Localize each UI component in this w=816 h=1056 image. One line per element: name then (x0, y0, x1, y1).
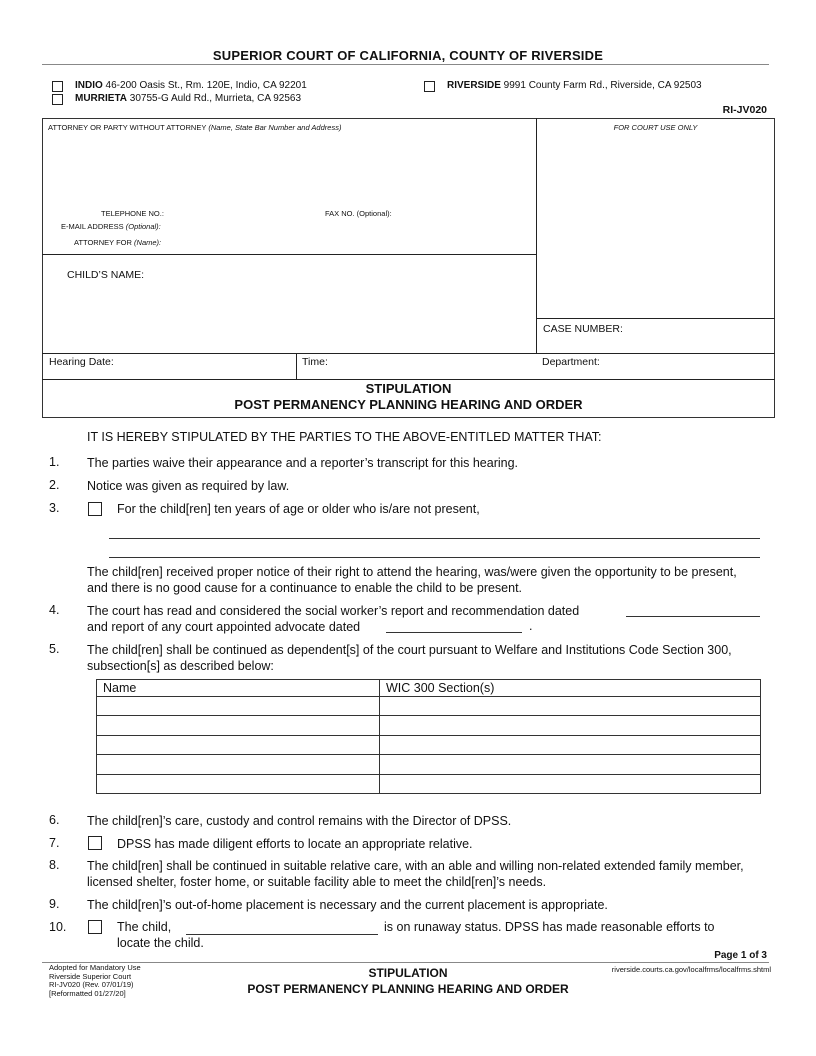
footer-rev: RI-JV020 (Rev. 07/01/19) (49, 980, 134, 989)
item-3-checkbox[interactable] (88, 502, 102, 516)
wic-cell[interactable] (380, 716, 761, 735)
attorney-for-label (74, 238, 161, 247)
item-4-period: . (529, 619, 533, 633)
header-rule (42, 64, 769, 65)
item-8-text: The child[ren] shall be continued in suitable relative care, with an able and willing non-related extended family member, licensed shelter, foster home, or suitable facility able to meet the child[ren]’s needs. (87, 859, 744, 889)
item-8-number: 8. (49, 858, 60, 872)
name-cell[interactable] (97, 755, 380, 774)
item-3-detail: The child[ren] received proper notice of their right to attend the hearing, was/were given the opportunity to be present, and there is no good cause for a continuance to enable the child to be present. (87, 565, 737, 595)
item-5-number: 5. (49, 642, 60, 656)
hearing-date-label: Hearing Date: (49, 356, 114, 368)
footer-adopted: Adopted for Mandatory Use (49, 963, 141, 972)
item-10-text-c: locate the child. (117, 936, 204, 950)
item-6-number: 6. (49, 813, 60, 827)
attorney-for-note: (Name): (134, 238, 162, 247)
child-name-label: CHILD’S NAME: (67, 269, 145, 281)
caption-child-divider (42, 254, 536, 255)
footer-reformatted: [Reformatted 01/27/20] (49, 988, 126, 998)
indio-location (75, 80, 307, 91)
table-row (97, 774, 761, 793)
item-9-number: 9. (49, 897, 60, 911)
footer-title-1: STIPULATION (368, 966, 448, 980)
wic-cell[interactable] (380, 735, 761, 754)
item-9-text: The child[ren]’s out-of-home placement is necessary and the current placement is appropriate. (87, 898, 608, 912)
item-7-text: DPSS has made diligent efforts to locate an appropriate relative. (117, 837, 473, 851)
footer-court: Riverside Superior Court (49, 971, 132, 981)
table-row (97, 735, 761, 754)
indio-address: 46-200 Oasis St., Rm. 120E, Indio, CA 92201 (102, 80, 307, 91)
court-use-label: FOR COURT USE ONLY (613, 123, 698, 132)
name-cell[interactable] (97, 774, 380, 793)
page-number: Page 1 of 3 (714, 950, 767, 961)
item-4-text-a: The court has read and considered the social worker’s report and recommendation dated (87, 604, 580, 618)
indio-name: INDIO (75, 80, 103, 91)
table-row (97, 697, 761, 716)
item-3-line-1[interactable] (109, 538, 760, 539)
stipulation-intro: IT IS HEREBY STIPULATED BY THE PARTIES TO THE ABOVE-ENTITLED MATTER THAT: (87, 430, 602, 444)
form-title-line2: POST PERMANENCY PLANNING HEARING AND ORDER (234, 397, 583, 412)
wic-cell[interactable] (380, 697, 761, 716)
item-2-text: Notice was given as required by law. (87, 479, 290, 493)
murrieta-checkbox[interactable] (52, 94, 63, 105)
item-7-number: 7. (49, 836, 60, 850)
email-label-note: (Optional): (125, 222, 161, 231)
item-6-text: The child[ren]’s care, custody and control remains with the Director of DPSS. (87, 814, 512, 828)
item-10-checkbox[interactable] (88, 920, 102, 934)
attorney-label (48, 123, 341, 132)
item-1-text: The parties waive their appearance and a reporter’s transcript for this hearing. (87, 456, 519, 470)
item-10-text-a: The child, (117, 920, 172, 934)
name-cell[interactable] (97, 716, 380, 735)
attorney-label-text: ATTORNEY OR PARTY WITHOUT ATTORNEY (48, 123, 207, 132)
department-label: Department: (542, 356, 600, 368)
footer-left (49, 964, 141, 998)
wic-section-table (96, 679, 761, 794)
footer-url[interactable]: riverside.courts.ca.gov/localfrms/localfrms.shtml (611, 965, 771, 974)
indio-checkbox[interactable] (52, 81, 63, 92)
item-2-number: 2. (49, 478, 60, 492)
caption-title-top (42, 379, 775, 380)
name-cell[interactable] (97, 697, 380, 716)
wic-column-header: WIC 300 Section(s) (380, 680, 761, 697)
item-7-checkbox[interactable] (88, 836, 102, 850)
murrieta-name: MURRIETA (75, 93, 128, 104)
time-label: Time: (302, 356, 328, 368)
caption-hearing-top (42, 353, 775, 354)
item-3-text: For the child[ren] ten years of age or older who is/are not present, (117, 502, 480, 516)
item-1-number: 1. (49, 455, 60, 469)
table-row (97, 716, 761, 735)
table-row (97, 755, 761, 774)
item-3-line-2[interactable] (109, 557, 760, 558)
form-id: RI-JV020 (722, 104, 767, 116)
wic-cell[interactable] (380, 774, 761, 793)
riverside-location (447, 80, 702, 91)
attorney-for-text: ATTORNEY FOR (74, 238, 132, 247)
advocate-date-field[interactable] (386, 632, 522, 633)
caption-box (42, 118, 775, 418)
case-number-label: CASE NUMBER: (543, 323, 623, 335)
telephone-field[interactable] (172, 208, 312, 218)
item-5-text: The child[ren] shall be continued as dependent[s] of the court pursuant to Welfare and Institutions Code Section 300, subsection[s] as described below: (87, 643, 732, 673)
item-10-number: 10. (49, 920, 67, 934)
murrieta-location (75, 93, 301, 104)
form-title-line1: STIPULATION (365, 381, 452, 396)
riverside-address: 9991 County Farm Rd., Riverside, CA 92503 (500, 80, 702, 91)
wic-cell[interactable] (380, 755, 761, 774)
court-title: SUPERIOR COURT OF CALIFORNIA, COUNTY OF RIVERSIDE (212, 48, 604, 63)
item-3-number: 3. (49, 501, 60, 515)
murrieta-address: 30755-G Auld Rd., Murrieta, CA 92563 (127, 93, 302, 104)
report-date-field[interactable] (626, 616, 760, 617)
riverside-name: RIVERSIDE (447, 80, 501, 91)
item-4-text-b: and report of any court appointed advocate dated (87, 620, 361, 634)
item-10-text-b: is on runaway status. DPSS has made reasonable efforts to (384, 920, 715, 934)
runaway-child-field[interactable] (186, 934, 378, 935)
caption-hearing-mid (296, 353, 297, 379)
riverside-checkbox[interactable] (424, 81, 435, 92)
name-column-header: Name (97, 680, 380, 697)
footer-rule (42, 962, 769, 963)
name-cell[interactable] (97, 735, 380, 754)
footer-title-2: POST PERMANENCY PLANNING HEARING AND ORDER (247, 982, 569, 996)
email-label-text: E-MAIL ADDRESS (61, 222, 124, 231)
attorney-label-note: (Name, State Bar Number and Address) (208, 123, 342, 132)
caption-case-divider (536, 318, 775, 319)
email-label (61, 222, 161, 231)
telephone-label: TELEPHONE NO.: (101, 209, 164, 218)
table-header-row (97, 680, 761, 697)
item-4-number: 4. (49, 603, 60, 617)
fax-label: FAX NO. (Optional): (325, 209, 392, 218)
